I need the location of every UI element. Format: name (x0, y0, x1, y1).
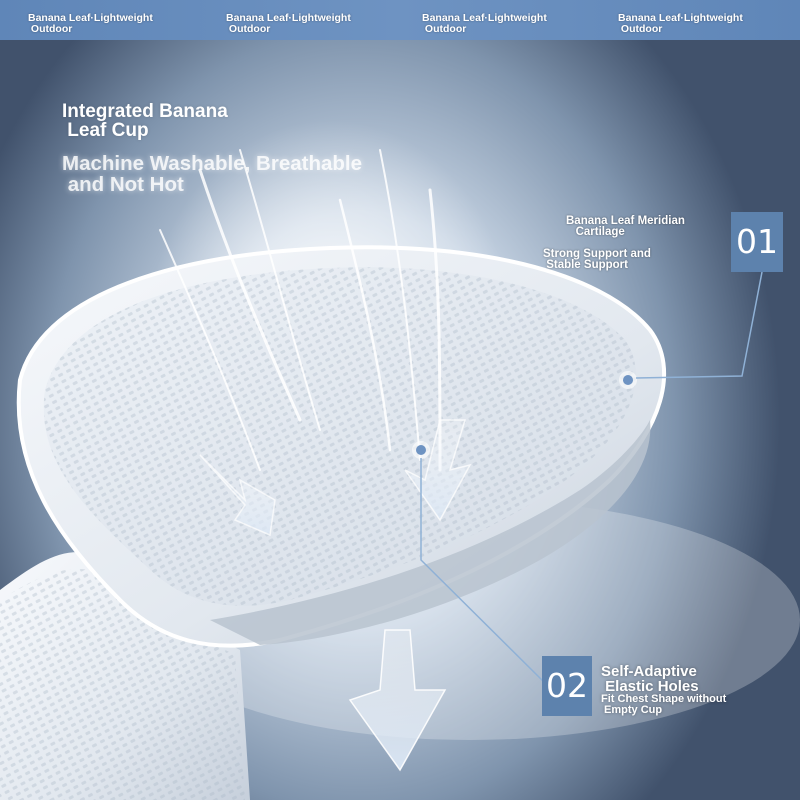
top-tag-4: Banana Leaf·Lightweight Outdoor (618, 12, 743, 35)
headline-subtitle: Machine Washable, Breathable and Not Hot (62, 152, 362, 196)
callout-02-marker (412, 441, 430, 459)
top-tag-2: Banana Leaf·Lightweight Outdoor (226, 12, 351, 35)
callout-02-subtitle: Fit Chest Shape without Empty Cup (601, 693, 727, 716)
callout-01-label-b: Strong Support and Stable Support (543, 248, 651, 271)
headline-title: Integrated Banana Leaf Cup (62, 101, 228, 141)
top-tag-3: Banana Leaf·Lightweight Outdoor (422, 12, 547, 35)
callout-02-number-box: 02 (542, 656, 592, 716)
callout-01-marker (619, 371, 637, 389)
callout-01-label-a: Banana Leaf Meridian Cartilage (566, 215, 685, 238)
top-tag-1: Banana Leaf·Lightweight Outdoor (28, 12, 153, 35)
callout-01-number-box: 01 (731, 212, 783, 272)
callout-02-title: Self-Adaptive Elastic Holes (601, 663, 699, 695)
